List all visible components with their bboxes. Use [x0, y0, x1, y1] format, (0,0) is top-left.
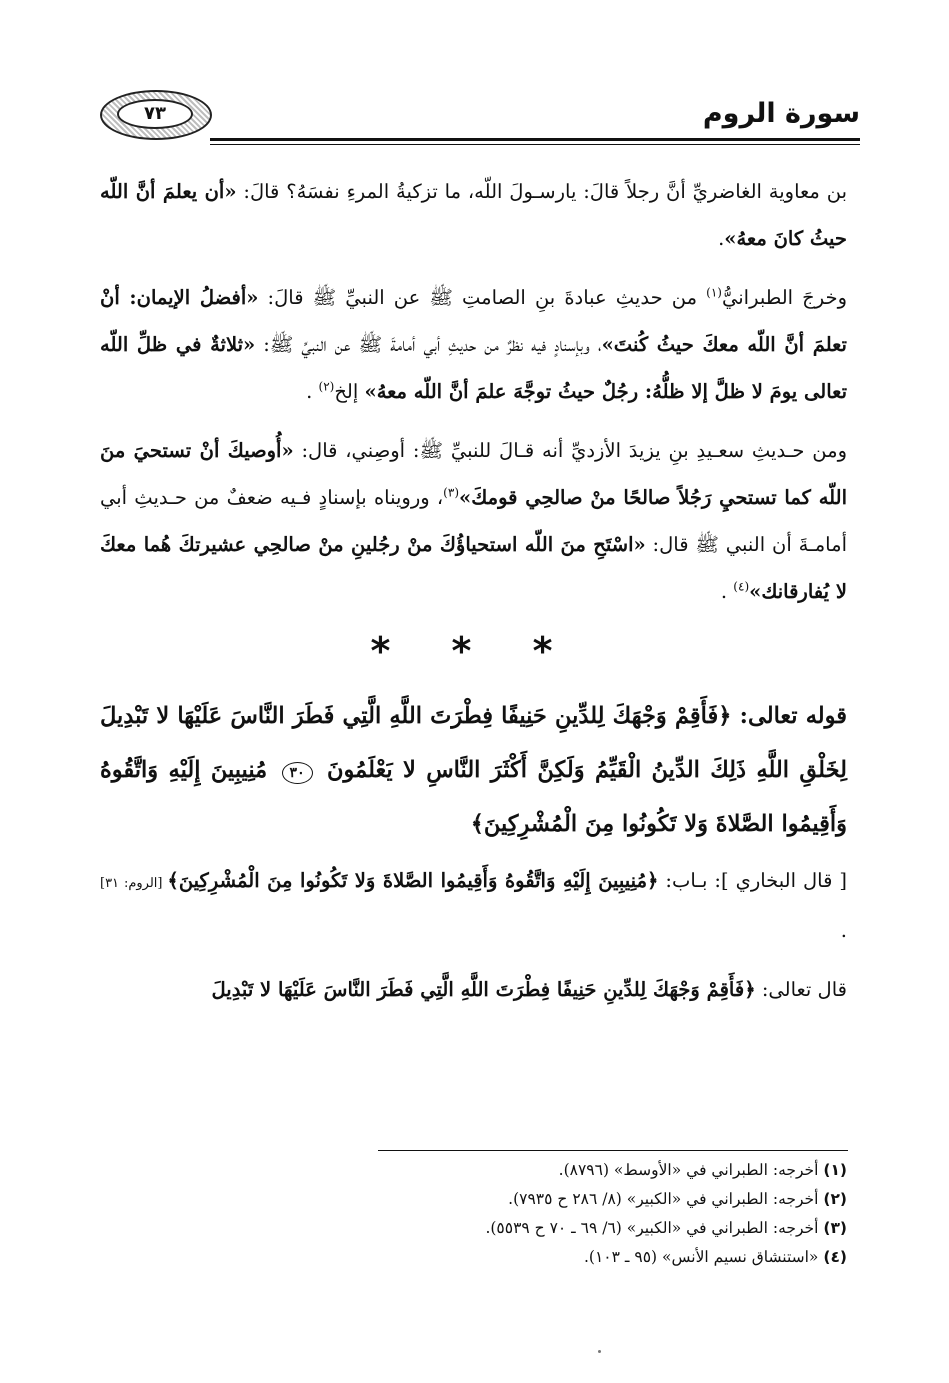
header-rule-thick [210, 138, 860, 141]
bukhari-paragraph [100, 857, 847, 954]
verse-intro: قوله تعالى: [731, 703, 847, 729]
page-number: ٧٣ [117, 99, 193, 129]
footnote-separator [378, 1150, 848, 1151]
quran-verse [100, 689, 847, 851]
footnote-4 [100, 1243, 847, 1272]
bukhari-end: . [840, 919, 847, 942]
paragraph-1 [100, 168, 847, 262]
p3-end: . [720, 580, 734, 603]
page-header [100, 80, 860, 152]
footnote-text: أخرجه: الطبراني في «الأوسط» (٨٧٩٦). [558, 1161, 824, 1179]
footnote-number: (٤) [823, 1248, 847, 1266]
scan-dot [598, 1350, 601, 1353]
p2-text-f: إلخ [334, 380, 365, 403]
footnote-text: أخرجه: الطبراني في «الكبير» (٦/ ٦٩ ـ ٧٠ ح ٥٥٣٩). [485, 1219, 824, 1237]
page-number-badge [100, 90, 212, 140]
p2-text-b: من حديثِ عبادةَ بنِ الصامتِ ﷺ عن النبيِّ ﷺ قالَ: [258, 286, 707, 309]
header-rule-thin [210, 144, 860, 145]
bukhari-text-a: [ قال البخاري ]: بـاب: [658, 869, 848, 892]
surah-title: سورة الروم [702, 98, 860, 129]
footnotes [100, 1156, 847, 1272]
p3-hadith-1: «أُوصيكَ أنْ تستحيَ منَ اللّه كما تستحيِ رَجُلاً صالحًا منْ صالحِي قومكَ» [100, 439, 847, 509]
ayah-number: ٣٠ [282, 762, 313, 784]
last-text-a: قال تعالى: [755, 978, 847, 1001]
p2-hadith-2: «ثلاثةٌ في ظلِّ اللّه تعالى يومَ لا ظلَّ إلا ظلُّهُ: رجُلٌ حيثُ توجَّهَ علمَ أنَّ اللّه معهُ» [100, 333, 847, 403]
footnote-ref-3[interactable]: (٣) [443, 485, 459, 500]
paragraph-3 [100, 427, 847, 615]
footnote-3 [100, 1214, 847, 1243]
paragraph-last [100, 966, 847, 1013]
footnote-1 [100, 1156, 847, 1185]
section-separator: * * * [370, 629, 577, 673]
bukhari-verse: ﴿مُنِيبِينَ إِلَيْهِ وَاتَّقُوهُ وَأَقِيمُوا الصَّلاةَ وَلا تَكُونُوا مِنَ الْمُشْرِكِينَ﴾ [167, 869, 659, 892]
footnote-number: (٣) [823, 1219, 847, 1237]
footnote-text: «استنشاق نسيم الأنس» (٩٥ ـ ١٠٣). [584, 1248, 824, 1266]
footnote-2 [100, 1185, 847, 1214]
paragraph-2 [100, 274, 847, 415]
p3-text-a: ومن حـديثِ سعـيدِ بنِ يزيدَ الأزديِّ أنه قـالَ للنبيِّ ﷺ: أوصِني، قال: [293, 439, 847, 462]
main-text [100, 168, 847, 1013]
p1-end: . [718, 227, 725, 250]
p1-hadith: «أن يعلمَ أنَّ اللّه حيثُ كانَ معهُ» [100, 180, 847, 250]
verse-text-a: ﴿فَأَقِمْ وَجْهَكَ لِلدِّينِ حَنِيفًا فِطْرَتَ اللَّهِ الَّتِي فَطَرَ النَّاسَ عَلَيْهَا لا تَبْدِيلَ لِخَلْقِ اللَّهِ ذَلِكَ الدِّينُ الْقَيِّمُ وَلَكِنَّ أَكْثَرَ النَّاسِ لا يَعْلَمُونَ [100, 703, 847, 783]
footnote-ref-4[interactable]: (٤) [733, 579, 750, 594]
p1-text: بن معاوية الغاضريِّ أنَّ رجلاً قالَ: يارسـولَ اللّه، ما تزكيةُ المرءِ نفسَهُ؟ قالَ: [236, 180, 847, 203]
footnote-text: أخرجه: الطبراني في «الكبير» (٨/ ٢٨٦ ح ٧٩٣٥). [508, 1190, 824, 1208]
footnote-ref-1[interactable]: (١) [706, 285, 722, 300]
footnote-ref-2[interactable]: (٢) [318, 379, 335, 394]
p2-text-a: وخرجَ الطبرانيُّ [721, 286, 847, 309]
footnote-number: (٢) [823, 1190, 847, 1208]
p2-text-d: ، وبإسنادٍ فيه نظرٌ من حديثِ أبي أمامةَ ﷺ عن النبيِّ ﷺ: [255, 333, 602, 356]
last-verse: ﴿فَأَقِمْ وَجْهَكَ لِلدِّينِ حَنِيفًا فِطْرَتَ اللَّهِ الَّتِي فَطَرَ النَّاسَ عَلَيْهَا لا تَبْدِيلَ [211, 978, 756, 1001]
p2-end: . [306, 380, 319, 403]
footnote-number: (١) [823, 1161, 847, 1179]
p2-hadith-1: «أفضلُ الإيمان: أنْ تعلمَ أنَّ اللّه معكَ حيثُ كُنتَ» [100, 286, 847, 356]
verse-reference: [الروم: ٣١] [100, 876, 168, 891]
p3-text-c: ، ورويناه بإسنادٍ فـيه ضعفٌ من حـديثِ أبي أمامـةَ أن النبي ﷺ قال: [100, 486, 847, 556]
p3-hadith-2: «اسْتَحِ منَ اللّه استحياؤُكَ منْ رجُلينِ منْ صالحِي عشيرتكَ هُما معكَ لا يُفارقانك» [100, 533, 847, 603]
verse-text-b: مُنِيبِينَ إِلَيْهِ وَاتَّقُوهُ وَأَقِيمُوا الصَّلاةَ وَلا تَكُونُوا مِنَ الْمُشْرِكِينَ﴾ [100, 757, 847, 837]
